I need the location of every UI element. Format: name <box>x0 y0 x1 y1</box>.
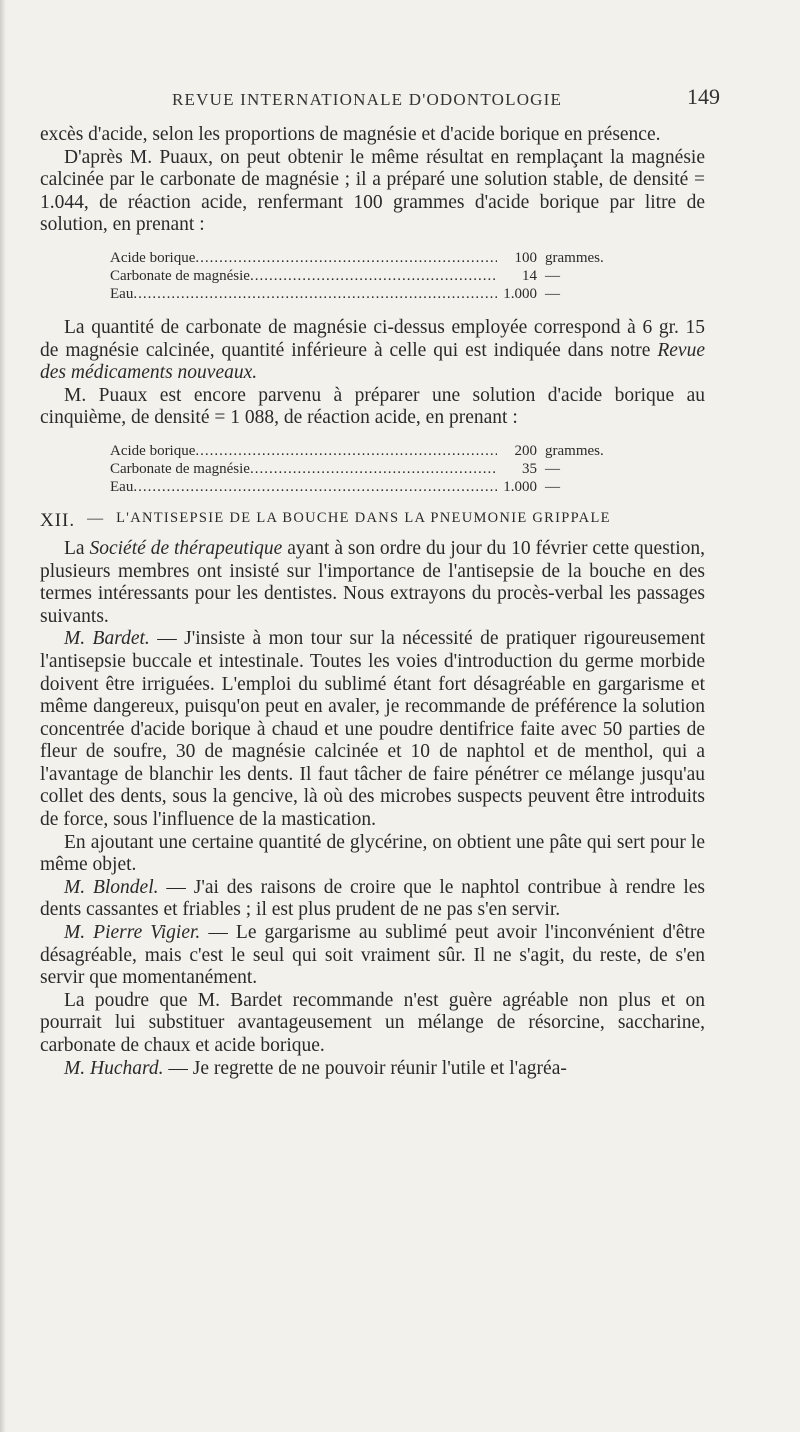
paragraph-text: ayant à son ordre du jour du 10 février cette question, plusieurs membres ont insisté sur l'importance de l'antisepsie de la bouche en des termes intéressants pour les dentistes. Nous extrayons du procès-verbal les passages suivants. <box>40 537 705 627</box>
section-dash: — <box>87 509 105 527</box>
ingredient-quantity: 14 <box>522 267 537 284</box>
ingredient-name: Eau <box>110 478 134 495</box>
ingredient-quantity: 100 <box>514 249 537 266</box>
ingredient-quantity: 1.000 <box>503 478 537 495</box>
ingredient-name: Acide borique <box>110 249 196 266</box>
leader-dots <box>250 460 497 478</box>
leader-dots <box>250 267 497 285</box>
paragraph <box>40 1058 705 1081</box>
ingredient-unit: — <box>545 460 560 477</box>
section-title: L'ANTISEPSIE DE LA BOUCHE DANS LA PNEUMONIE GRIPPALE <box>116 509 611 526</box>
ingredient-unit: — <box>545 478 560 495</box>
speaker-name: M. Huchard. <box>64 1057 164 1079</box>
running-title: REVUE INTERNATIONALE D'ODONTOLOGIE <box>172 90 563 109</box>
leader-dots <box>133 285 497 303</box>
recipe-row <box>110 267 670 285</box>
recipe-table-1 <box>110 249 670 303</box>
ingredient-unit: grammes. <box>545 249 604 266</box>
recipe-table-2 <box>110 442 670 496</box>
page-number: 149 <box>687 84 720 109</box>
ingredient-name: Acide borique <box>110 442 196 459</box>
page-header <box>40 84 720 114</box>
paragraph-text: — Je regrette de ne pouvoir réunir l'utile et l'agréa- <box>163 1057 567 1079</box>
recipe-row <box>110 285 670 303</box>
paragraph: En ajoutant une certaine quantité de glycérine, on obtient une pâte qui sert pour le même objet. <box>40 831 705 876</box>
ingredient-quantity: 200 <box>514 442 537 459</box>
paragraph-text: — Le gargarisme au sublimé peut avoir l'inconvénient d'être désagréable, mais c'est le seul qui soit vraiment sûr. Il ne s'agit, du reste, de s'en servir que momentanément. <box>40 922 705 989</box>
ingredient-unit: — <box>545 267 560 284</box>
recipe-row <box>110 460 670 478</box>
ingredient-quantity: 1.000 <box>503 285 537 302</box>
society-name: Société de thérapeutique <box>89 537 283 559</box>
paragraph: La poudre que M. Bardet recommande n'est guère agréable non plus et on pourrait lui substituer avantageusement un mélange de résorcine, saccharine, carbonate de chaux et acide borique. <box>40 989 705 1056</box>
speaker-name: M. Pierre Vigier. <box>64 922 201 944</box>
speaker-name: M. Bardet. <box>64 628 150 650</box>
ingredient-quantity: 35 <box>522 460 537 477</box>
section-heading <box>40 510 705 532</box>
ingredient-name: Carbonate de magnésie <box>110 267 250 284</box>
leader-dots <box>195 249 497 267</box>
paragraph-text: — J'insiste à mon tour sur la nécessité de pratiquer rigoureusement l'antisepsie buccale et intestinale. Toutes les voies d'introduction du germe morbide doivent être irriguées. L'emploi du sublimé étant fort désagréable en gargarisme et même dangereux, puisqu'on peut en avaler, je recommande de préférence la solution concentrée d'acide borique à chaud et une poudre dentifrice faite avec 50 parties de fleur de soufre, 30 de magnésie calcinée et 10 de naphtol et de menthol, qui a l'avantage de blanchir les dents. Il faut tâcher de faire pénétrer ce mélange jusqu'au collet des dents, sous la gencive, là où des microbes suspects peuvent être introduits de force, sous l'influence de la mastication. <box>40 628 706 831</box>
page-edge-shadow <box>0 0 6 1432</box>
paragraph <box>40 317 705 385</box>
ingredient-unit: grammes. <box>545 442 604 459</box>
paragraph <box>40 628 705 831</box>
journal-title: Revue des médicaments nouveaux. <box>40 339 705 384</box>
ingredient-unit: — <box>545 285 560 302</box>
paragraph-text: — J'ai des raisons de croire que le naphtol contribue à rendre les dents cassantes et friables ; il est plus prudent de ne pas s'en servir. <box>40 876 705 921</box>
paragraph: D'après M. Puaux, on peut obtenir le même résultat en remplaçant la magnésie calcinée par le carbonate de magnésie ; il a préparé une solution stable, de densité = 1.044, de réaction acide, renfermant 100 grammes d'acide borique par litre de solution, en prenant : <box>40 146 705 236</box>
ingredient-name: Carbonate de magnésie <box>110 460 250 477</box>
recipe-row <box>110 442 670 460</box>
leader-dots <box>133 478 497 496</box>
paragraph-text: La <box>64 537 90 559</box>
paragraph: M. Puaux est encore parvenu à préparer une solution d'acide borique au cinquième, de densité = 1 088, de réaction acide, en prenant : <box>40 384 705 429</box>
recipe-row <box>110 249 670 267</box>
paragraph <box>40 922 705 990</box>
section-number: XII. <box>40 509 76 531</box>
recipe-row <box>110 478 670 496</box>
paragraph <box>40 538 705 628</box>
speaker-name: M. Blondel. <box>64 876 159 898</box>
paragraph: excès d'acide, selon les proportions de magnésie et d'acide borique en présence. <box>40 124 661 145</box>
ingredient-name: Eau <box>110 285 134 302</box>
page-body <box>40 124 705 1080</box>
paragraph-text: La quantité de carbonate de magnésie ci-dessus employée correspond à 6 gr. 15 de magnésie calcinée, quantité inférieure à celle qui est indiquée dans notre <box>40 316 705 361</box>
paragraph <box>40 877 705 922</box>
leader-dots <box>195 442 497 460</box>
